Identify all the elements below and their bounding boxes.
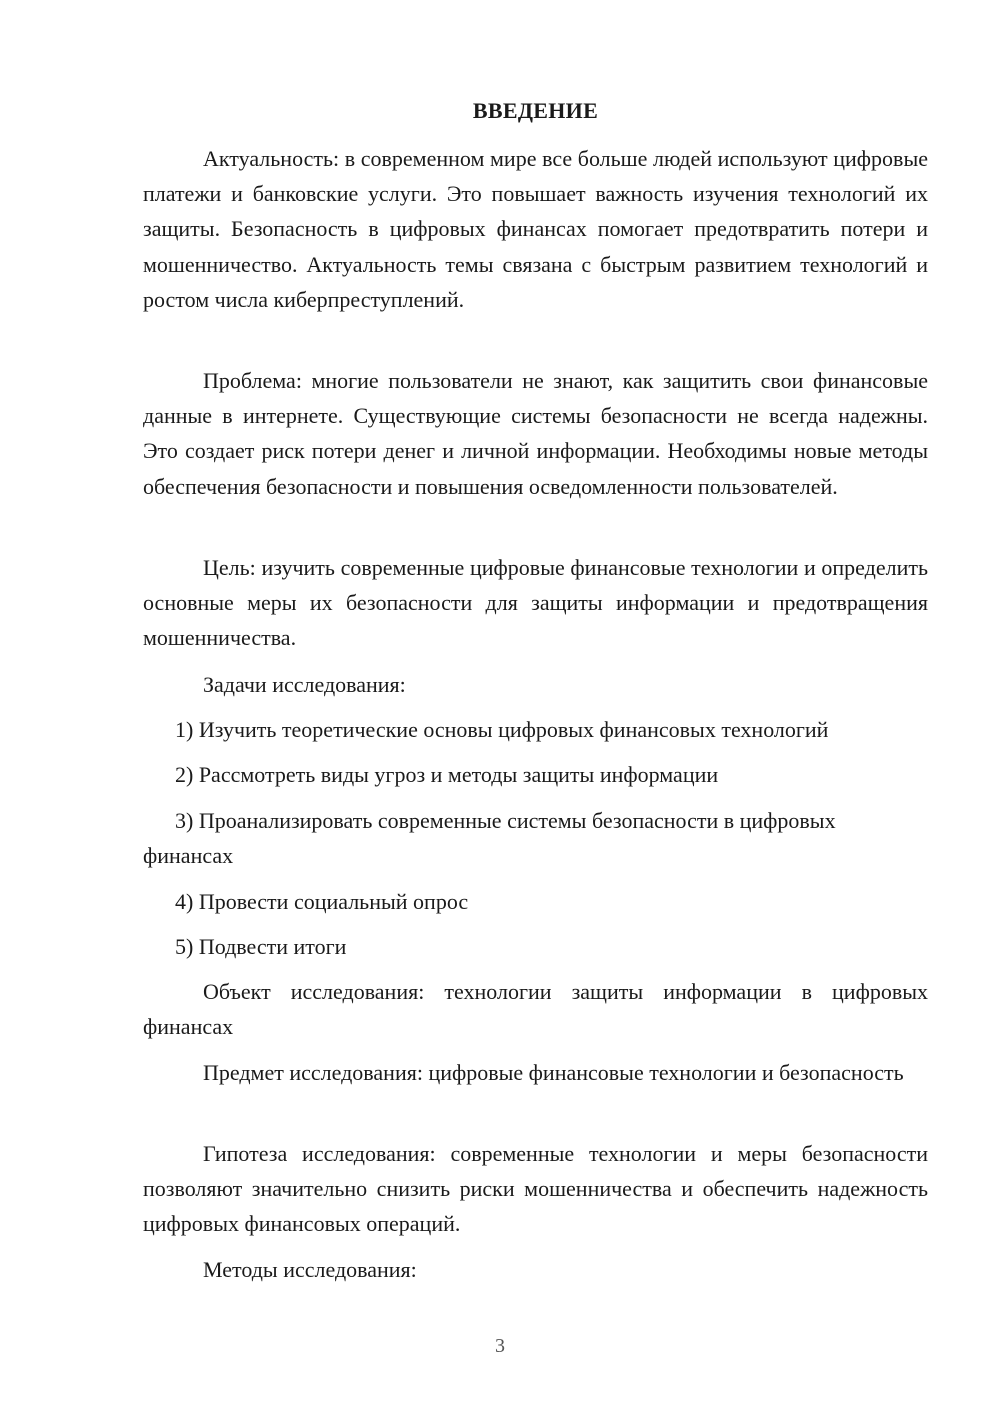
paragraph-goal: Цель: изучить современные цифровые финансовые технологии и определить основные меры их безопасности для защиты информации и предотвращения мошенничества. [143, 555, 928, 651]
paragraph-hypothesis: Гипотеза исследования: современные технологии и меры безопасности позволяют значительно снизить риски мошенничества и обеспечить надежность цифровых финансовых операций. [143, 1141, 928, 1237]
task-item-2: 2) Рассмотреть виды угроз и методы защиты информации [175, 762, 719, 787]
paragraph-object: Объект исследования: технологии защиты информации в цифровых финансах [143, 979, 928, 1040]
task-item-5: 5) Подвести итоги [175, 934, 347, 959]
task-item-3: 3) Проанализировать современные системы безопасности в цифровых финансах [143, 808, 836, 869]
paragraph-problem: Проблема: многие пользователи не знают, как защитить свои финансовые данные в интернете. Существующие системы безопасности не всегда надежны. Это создает риск потери денег и личной информации. Необходимы новые методы обеспечения безопасности и повышения осведомленности пользователей. [143, 368, 928, 499]
page-title: ВВЕДЕНИЕ [472, 98, 599, 123]
methods-heading: Методы исследования: [203, 1257, 417, 1282]
tasks-heading: Задачи исследования: [203, 672, 406, 697]
paragraph-relevance: Актуальность: в современном мире все больше людей используют цифровые платежи и банковские услуги. Это повышает важность изучения технологий их защиты. Безопасность в цифровых финансах помогает предотвратить потери и мошенничество. Актуальность темы связана с быстрым развитием технологий и ростом числа киберпреступлений. [143, 146, 928, 312]
task-item-1: 1) Изучить теоретические основы цифровых финансовых технологий [175, 717, 829, 742]
task-item-4: 4) Провести социальный опрос [175, 889, 469, 914]
page-number: 3 [495, 1335, 505, 1357]
paragraph-subject: Предмет исследования: цифровые финансовые технологии и безопасность [203, 1060, 904, 1085]
